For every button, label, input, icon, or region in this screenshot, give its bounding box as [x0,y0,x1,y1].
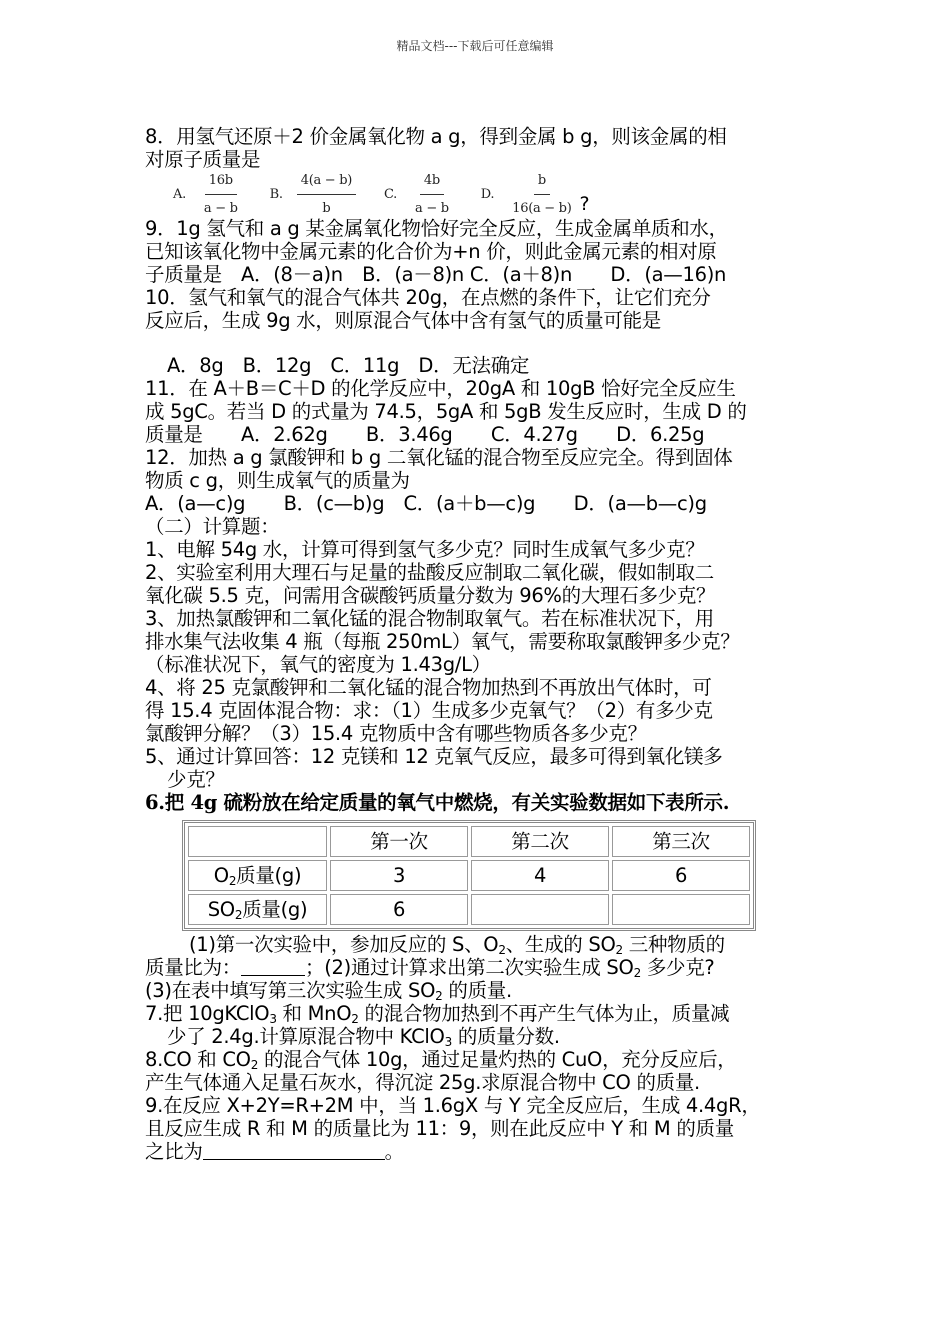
label-part: SO [207,898,235,921]
page-header: 精品文档---下载后可任意编辑 [396,39,554,53]
text-part: 三种物质的 [622,933,725,956]
text-part: (3)在表中填写第三次实验生成 SO [145,979,436,1002]
table-header-cell: 第三次 [612,826,750,857]
subscript: 2 [228,874,237,888]
calc-5-line-1: 5、通过计算回答：12 克镁和 12 克氧气反应，最多可得到氧化镁多 [145,745,723,768]
q8-question-mark: ? [579,192,590,215]
q8-choices [145,171,815,217]
subscript: 2 [435,989,443,1003]
q11-line-3: 质量是 A．2.62g B．3.46g C．4.27g D．6.25g [145,423,705,446]
table-cell: 4 [471,860,609,891]
calc-3-line-1: 3、加热氯酸钾和二氧化锰的混合物制取氧气。若在标准状况下，用 [145,607,714,630]
table-cell: 6 [330,894,468,925]
calc-4-line-2: 得 15.4 克固体混合物：求：（1）生成多少克氧气？（2）有多少克 [145,699,713,722]
text-part: 7.把 10gKClO [145,1002,270,1025]
q10-line-1: 10．氢气和氧气的混合气体共 20g，在点燃的条件下，让它们充分 [145,286,711,309]
q11-line-1: 11．在 A＋B＝C＋D 的化学反应中，20gA 和 10gB 恰好完全反应生 [145,377,736,400]
calc-3-line-2: 排水集气法收集 4 瓶（每瓶 250mL）氧气，需要称取氯酸钾多少克？ [145,630,740,653]
subscript: 2 [633,966,641,980]
subscript: 2 [351,1012,359,1026]
calc-9-line-2: 且反应生成 R 和 M 的质量比为 11：9，则在此反应中 Y 和 M 的质量 [145,1117,734,1140]
subscript: 3 [444,1035,452,1049]
table-row [188,894,750,925]
subscript: 2 [250,1058,259,1072]
subscript: 2 [615,943,623,957]
q10-options: A．8g B．12g C．11g D．无法确定 [167,354,530,377]
label-part: 质量(g) [236,864,302,887]
label-part: 质量(g) [242,898,308,921]
subscript: 2 [498,943,506,957]
numerator: 4b [420,169,444,195]
q12-line-2: 物质 c g，则生成氧气的质量为 [145,469,410,492]
text-part: 。 [384,1140,404,1163]
calc-6-q1 [145,933,815,956]
q12-line-1: 12．加热 a g 氯酸钾和 b g 二氧化锰的混合物至反应完全。得到固体 [145,446,733,469]
option-letter: B. [269,186,283,202]
numerator: b [534,169,550,195]
table-header-cell [188,826,327,857]
q12-line-3: A．(a—c)g B．(c—b)g C．(a＋b—c)g D．(a—b—c)g [145,492,707,515]
fraction [411,169,453,220]
answer-blank[interactable] [241,957,305,976]
numerator: 4(a − b) [297,169,356,195]
text-part: 少了 2.4g.计算原混合物中 KClO [167,1025,445,1048]
option-letter: D. [480,186,495,202]
calc-6-q2 [145,956,815,979]
q8-option-a [173,169,242,220]
q11-line-2: 成 5gC。若当 D 的式量为 74.5，5gA 和 5gB 发生反应时，生成 D 的 [145,400,747,423]
q10-line-2: 反应后，生成 9g 水，则原混合气体中含有氢气的质量可能是 [145,309,661,332]
q8-line-2: 对原子质量是 [145,148,261,171]
table-cell: 3 [330,860,468,891]
answer-blank[interactable] [203,1141,385,1160]
table-row [188,860,750,891]
text-part: 质量比为： [145,956,242,979]
text-part: 和 MnO [276,1002,352,1025]
option-letter: C. [384,186,398,202]
table-cell [612,894,750,925]
calc-4-line-3: 氯酸钾分解？（3）15.4 克物质中含有哪些物质各多少克？ [145,722,647,745]
fraction [200,169,242,220]
document-body [145,125,815,1163]
fraction [508,169,575,220]
text-part: 的质量分数. [451,1025,560,1048]
spacer [145,332,815,354]
calc-1: 1、电解 54g 水，计算可得到氢气多少克？同时生成氧气多少克？ [145,538,705,561]
text-part: 之比为 [145,1140,203,1163]
calc-7-line-2 [145,1025,815,1048]
calc-6-q3 [145,979,815,1002]
table-header-cell: 第一次 [330,826,468,857]
q9-line-2: 已知该氧化物中金属元素的化合价为+n 价，则此金属元素的相对原 [145,240,717,263]
calc-8-line-1 [145,1048,815,1071]
q8-option-b [270,169,356,220]
table-header-cell: 第二次 [471,826,609,857]
row-label-o2 [188,860,327,891]
q9-line-1: 9．1g 氢气和 a g 某金属氧化物恰好完全反应，生成金属单质和水， [145,217,728,240]
q9-line-3: 子质量是 A．(8－a)n B．(a－8)n C．(a＋8)n D．(a—16)n [145,263,727,286]
table-header-row [188,826,750,857]
denominator: b [322,200,331,216]
calc-7-line-1 [145,1002,815,1025]
calc-9-line-3 [145,1140,815,1163]
denominator: 16(a − b) [512,200,572,216]
text-part: 8.CO 和 CO [145,1048,251,1071]
calc-3-line-3: （标准状况下，氧气的密度为 1.43g/L） [145,653,491,676]
text-part: 的质量. [442,979,512,1002]
option-letter: A. [173,186,186,202]
denominator: a − b [203,200,238,216]
text-part: 的混合气体 10g，通过足量灼热的 CuO，充分反应后， [258,1048,737,1071]
q8-option-d [481,169,576,220]
q8-line-1: 8．用氢气还原＋2 价金属氧化物 a g，得到金属 b g，则该金属的相 [145,125,727,148]
text-part: (1)第一次实验中，参加反应的 S、O [189,933,499,956]
calc-6-intro: 6.把 4g 硫粉放在给定质量的氧气中燃烧，有关实验数据如下表所示. [145,791,730,814]
table-cell: 6 [612,860,750,891]
text-part: ；(2)通过计算求出第二次实验生成 SO [305,956,634,979]
text-part: 多少克? [640,956,715,979]
calc-9-line-1: 9.在反应 X+2Y=R+2M 中，当 1.6gX 与 Y 完全反应后，生成 4.4gR， [145,1094,761,1117]
denominator: a − b [415,200,449,216]
calc-8-line-2: 产生气体通入足量石灰水，得沉淀 25g.求原混合物中 CO 的质量. [145,1071,700,1094]
calc-4-line-1: 4、将 25 克氯酸钾和二氧化锰的混合物加热到不再放出气体时，可 [145,676,712,699]
experiment-table [182,820,756,931]
text-part: 、生成的 SO [505,933,616,956]
calc-5-line-2: 少克？ [167,768,225,791]
row-label-so2 [188,894,327,925]
subscript: 2 [234,908,243,922]
label-part: O [213,864,229,887]
section-title: （二）计算题： [145,515,280,538]
calc-2-line-2: 氧化碳 5.5 克，问需用含碳酸钙质量分数为 96%的大理石多少克？ [145,584,716,607]
fraction [297,169,356,220]
calc-2-line-1: 2、实验室利用大理石与足量的盐酸反应制取二氧化碳，假如制取二 [145,561,714,584]
numerator: 16b [205,169,237,195]
table-cell [471,894,609,925]
q8-option-c [384,169,453,220]
subscript: 3 [269,1012,277,1026]
text-part: 的混合物加热到不再产生气体为止，质量减 [358,1002,730,1025]
